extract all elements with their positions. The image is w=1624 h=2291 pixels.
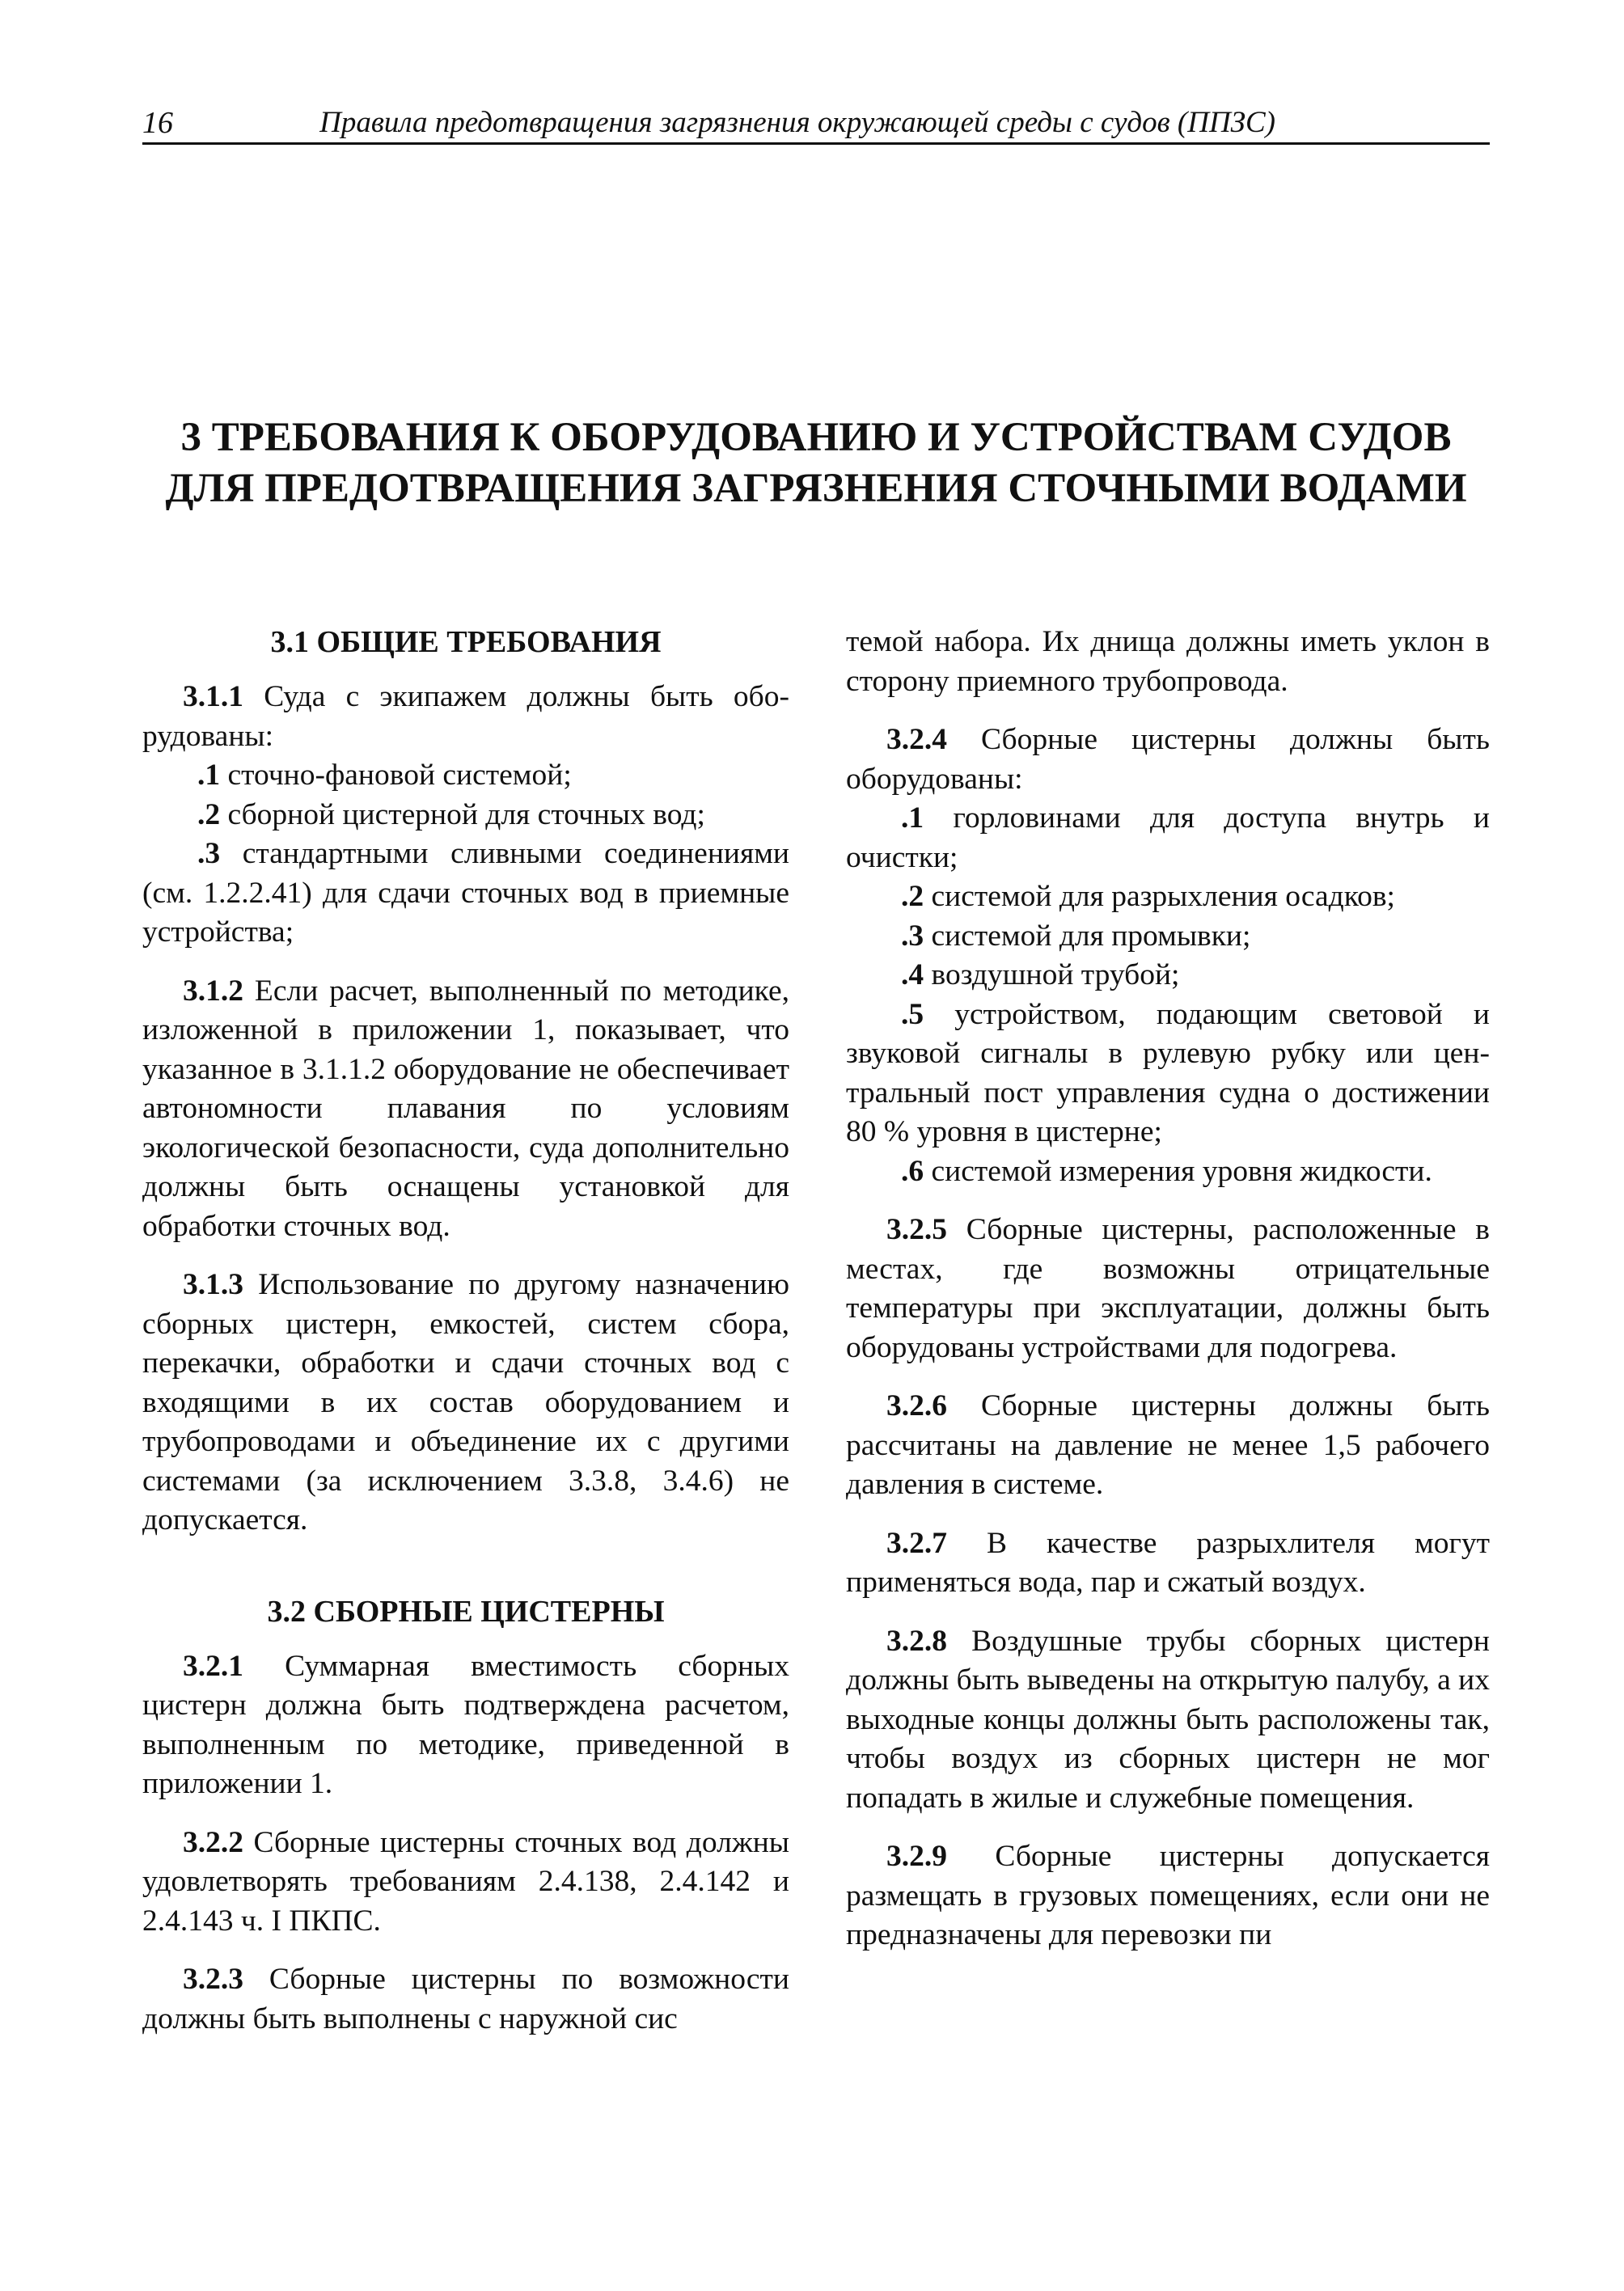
paragraph-3-2-4 — [846, 721, 1490, 799]
clause-number: 3.2.1 — [183, 1649, 243, 1683]
paragraph-3-2-6 — [846, 1387, 1490, 1505]
item-3-1-1-1 — [142, 756, 789, 796]
paragraph-3-2-3 — [142, 1960, 789, 2039]
item-text: сточно-фановой системой; — [220, 759, 572, 792]
item-number: .1 — [901, 801, 924, 835]
item-3-2-4-6 — [846, 1152, 1490, 1192]
item-3-2-4-4 — [846, 956, 1490, 995]
paragraph-3-2-9 — [846, 1837, 1490, 1955]
paragraph-3-2-5 — [846, 1211, 1490, 1367]
clause-text: Использование по другому назначению сборных цистерн, емкостей, систем сбора, перекачки, обработки и сдачи сточных вод с входящими в их состав оборудованием и трубопроводами и объединение их с другими системами (за исключением 3.3.8, 3.4.6) не допускается. — [142, 1268, 789, 1536]
item-number: .5 — [901, 997, 924, 1031]
clause-text: Сборные цистерны, расположенные в местах, где возможны отрицательные температуры при эксплуатации, должны быть оборудованы устройствами для подогрева. — [846, 1213, 1490, 1364]
item-3-2-4-5 — [846, 995, 1490, 1152]
running-header — [142, 104, 1490, 145]
item-number: .2 — [901, 880, 924, 913]
item-number: .3 — [197, 837, 221, 870]
clause-text: Сборные цистерны по возможности должны быть выполнены с наружной сис — [142, 1963, 789, 2035]
clause-number: 3.2.8 — [886, 1624, 947, 1658]
clause-text: Если расчет, выполненный по методике, изложенной в приложении 1, показывает, что указанное в 3.1.1.2 оборудование не обеспечивает автономности плавания по условиям экологической безопасности, суда дополнительно должны быть оснащены установкой для обработки сточных вод. — [142, 974, 789, 1243]
clause-number: 3.2.9 — [886, 1840, 947, 1873]
paragraph-3-2-3-continued: темой набора. Их днища должны иметь уклон в сторону приемного трубопровода. — [846, 625, 1490, 698]
item-3-2-4-1 — [846, 799, 1490, 877]
paragraph-3-2-1 — [142, 1647, 789, 1804]
left-column — [142, 623, 789, 2058]
clause-number: 3.2.7 — [886, 1526, 947, 1560]
paragraph-3-1-1 — [142, 678, 789, 756]
item-3-2-4-3 — [846, 917, 1490, 957]
clause-text: Воздушные трубы сборных цистерн должны быть выведены на открытую палубу, а их выходные концы должны быть расположены так, чтобы воздух из сборных цистерн не мог попадать в жилые и служебные помещения. — [846, 1624, 1490, 1815]
paragraph-3-2-8 — [846, 1622, 1490, 1819]
clause-number: 3.2.6 — [886, 1389, 947, 1422]
item-text: системой для разрыхления осадков; — [924, 880, 1395, 913]
page-number: 16 — [142, 106, 173, 140]
chapter-title-line-2: ДЛЯ ПРЕДОТВРАЩЕНИЯ ЗАГРЯЗНЕНИЯ СТОЧНЫМИ ВОДАМИ — [165, 466, 1467, 511]
chapter-title — [142, 412, 1490, 514]
item-text: воздушной трубой; — [924, 958, 1180, 991]
item-text: горловинами для доступа внутрь и очистки; — [846, 801, 1490, 874]
section-heading-3-1: 3.1 ОБЩИЕ ТРЕБОВАНИЯ — [270, 625, 662, 659]
item-text: сборной цистерной для сточных вод; — [220, 797, 705, 831]
clause-number: 3.2.2 — [183, 1825, 243, 1859]
clause-number: 3.2.3 — [183, 1963, 243, 1996]
clause-text: Сборные цистерны сточных вод должны удовлетворять требованиям 2.4.138, 2.4.142 и 2.4.143 ч. I ПКПС. — [142, 1825, 789, 1938]
clause-number: 3.2.5 — [886, 1213, 947, 1246]
clause-number: 3.1.2 — [183, 974, 243, 1008]
item-3-2-4-2 — [846, 877, 1490, 917]
clause-number: 3.1.3 — [183, 1268, 243, 1301]
item-number: .1 — [197, 759, 221, 792]
paragraph-3-1-3 — [142, 1266, 789, 1541]
item-3-1-1-2 — [142, 796, 789, 835]
clause-text: В качестве разрыхлителя могут применяться вода, пар и сжатый воздух. — [846, 1526, 1490, 1599]
item-text: системой измерения уровня жидкости. — [924, 1154, 1432, 1188]
paragraph-3-2-2 — [142, 1824, 789, 1942]
clause-number: 3.1.1 — [183, 680, 243, 713]
item-text: устройством, подающим световой и звуковой сигналы в рулевую рубку или центральный пост управления судна о достижении 80 % уровня в цистерне; — [846, 997, 1490, 1148]
item-number: .6 — [901, 1154, 924, 1188]
clause-text: Сборные цистерны должны быть рассчитаны на давление не менее 1,5 рабочего давления в системе. — [846, 1389, 1490, 1501]
item-number: .2 — [197, 797, 221, 831]
paragraph-3-1-2 — [142, 972, 789, 1247]
item-number: .4 — [901, 958, 924, 991]
clause-text: Сборные цистерны допускается размещать в грузовых помещениях, если они не предназначены для перевозки пи — [846, 1840, 1490, 1951]
item-number: .3 — [901, 919, 924, 953]
item-3-1-1-3 — [142, 835, 789, 953]
running-title: Правила предотвращения загрязнения окружающей среды с судов (ППЗС) — [319, 106, 1275, 139]
paragraph-3-2-7 — [846, 1524, 1490, 1603]
clause-text: Суда с экипажем должны быть оборудованы: — [142, 680, 789, 753]
chapter-title-line-1: 3 ТРЕБОВАНИЯ К ОБОРУДОВАНИЮ И УСТРОЙСТВАМ СУДОВ — [180, 415, 1452, 460]
clause-text: Сборные цистерны должны быть оборудованы: — [846, 723, 1490, 796]
clause-text: Суммарная вместимость сборных цистерн должна быть подтверждена расчетом, выполненным по методике, приведенной в приложении 1. — [142, 1649, 789, 1800]
item-text: системой для промывки; — [924, 919, 1251, 953]
item-text: стандартными сливными соединениями (см. 1.2.2.41) для сдачи сточных вод в приемные устройства; — [142, 837, 789, 949]
section-heading-3-2: 3.2 СБОРНЫЕ ЦИСТЕРНЫ — [267, 1594, 665, 1629]
clause-number: 3.2.4 — [886, 723, 947, 756]
right-column — [846, 623, 1490, 1975]
